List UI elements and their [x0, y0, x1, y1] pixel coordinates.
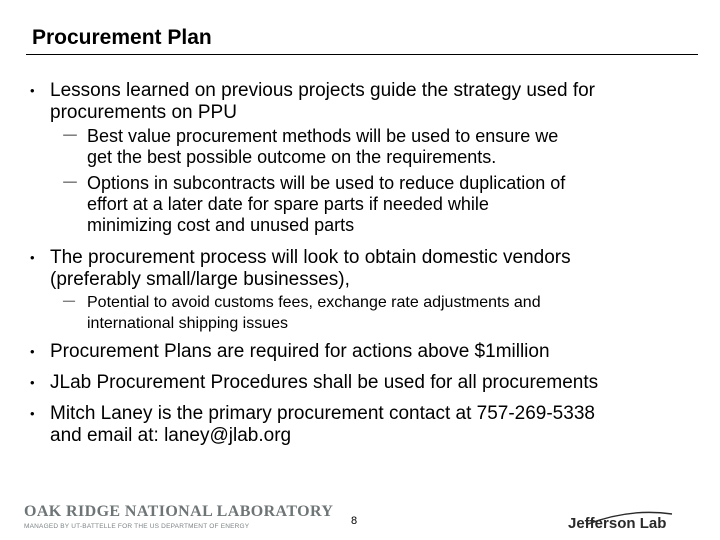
- dash-glyph: －: [61, 126, 79, 146]
- bullet-glyph: •: [30, 375, 35, 390]
- sub-bullet-1-2: [61, 173, 566, 236]
- bullet-4-line-1: JLab Procurement Procedures shall be used for all procurements: [50, 372, 599, 393]
- sub-bullet-1-1-line-2: get the best possible outcome on the requirements.: [87, 147, 497, 167]
- sub-bullet-1-2-line-2: effort at a later date for spare parts if needed while: [87, 194, 489, 214]
- jefferson-lab-wordmark: Jefferson Lab: [568, 515, 667, 532]
- bullet-glyph: •: [30, 250, 35, 265]
- bullet-2: [30, 247, 571, 291]
- sub-bullet-1-2-line-3: minimizing cost and unused parts: [87, 215, 355, 235]
- slide-title: Procurement Plan: [32, 26, 212, 49]
- bullet-glyph: •: [30, 344, 35, 359]
- sub-bullet-1-1: [61, 126, 559, 168]
- bullet-3: [30, 341, 550, 363]
- bullet-5-line-2: and email at: laney@jlab.org: [50, 425, 292, 446]
- bullet-2-line-2: (preferably small/large businesses),: [50, 269, 350, 290]
- ornl-logo-subtitle: MANAGED BY UT-BATTELLE FOR THE US DEPARTMENT OF ENERGY: [24, 523, 250, 530]
- bullet-1: [30, 80, 595, 124]
- bullet-1-line-2: procurements on PPU: [50, 102, 237, 123]
- sub-bullet-1-2-line-1: Options in subcontracts will be used to reduce duplication of: [87, 173, 566, 193]
- title-rule: [26, 54, 698, 55]
- ornl-logo: [24, 503, 333, 530]
- dash-glyph: －: [61, 173, 79, 193]
- bullet-3-line-1: Procurement Plans are required for actions above $1million: [50, 341, 550, 362]
- bullet-1-line-1: Lessons learned on previous projects guide the strategy used for: [50, 80, 595, 101]
- bullet-glyph: •: [30, 83, 35, 98]
- bullet-glyph: •: [30, 406, 35, 421]
- bullet-5: [30, 403, 595, 447]
- dash-glyph: －: [61, 294, 78, 311]
- page-number: 8: [351, 515, 358, 527]
- sub-bullet-2-1-line-1: Potential to avoid customs fees, exchange rate adjustments and: [87, 294, 541, 311]
- ornl-logo-name: OAK RIDGE NATIONAL LABORATORY: [24, 503, 334, 520]
- bullet-2-line-1: The procurement process will look to obtain domestic vendors: [50, 247, 571, 268]
- bullet-5-line-1: Mitch Laney is the primary procurement contact at 757-269-5338: [50, 403, 595, 424]
- sub-bullet-2-1-line-2: international shipping issues: [87, 315, 289, 332]
- sub-bullet-1-1-line-1: Best value procurement methods will be used to ensure we: [87, 126, 559, 146]
- jefferson-lab-logo: [568, 508, 698, 532]
- sub-bullet-2-1: [61, 292, 541, 334]
- bullet-4: [30, 372, 599, 394]
